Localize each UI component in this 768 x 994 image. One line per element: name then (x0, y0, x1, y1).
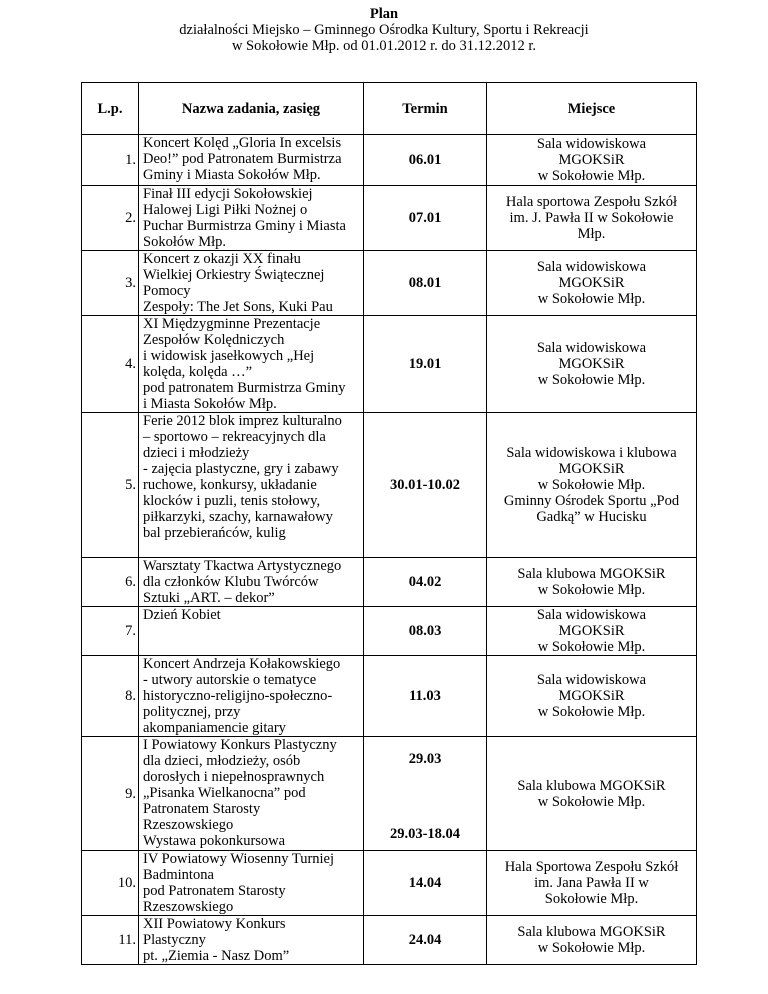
table-row (82, 851, 697, 916)
row-number: 6. (82, 558, 139, 607)
place-line: Sokołowie Młp. (544, 891, 639, 907)
name-line: - utwory autorskie o tematyce (143, 672, 317, 688)
name-line: Finał III edycji Sokołowskiej (143, 186, 313, 202)
place-line: MGOKSiR (558, 623, 625, 639)
name-line: Koncert z okazji XX finału (143, 251, 301, 267)
place-line: Sala widowiskowa (536, 136, 647, 152)
place-line: Sala klubowa MGOKSiR (517, 924, 666, 940)
task-name-cell (139, 316, 364, 413)
name-line: Gminy i Miasta Sokołów Młp. (143, 167, 321, 183)
name-line: Ferie 2012 blok imprez kulturalno (143, 413, 342, 429)
name-line: Patronatem Starosty (143, 801, 261, 817)
task-name-cell (139, 737, 364, 851)
name-line: akompaniamencie gitary (143, 720, 286, 736)
place-cell (487, 851, 697, 916)
name-line: Rzeszowskiego (143, 899, 234, 915)
term-cell (364, 186, 487, 251)
name-line: I Powiatowy Konkurs Plastyczny (143, 737, 337, 753)
term-cell (364, 656, 487, 737)
name-line: ruchowe, konkursy, układanie (143, 477, 317, 493)
place-line: w Sokołowie Młp. (537, 940, 646, 956)
name-line: Rzeszowskiego (143, 817, 234, 833)
place-line: Sala klubowa MGOKSiR (517, 566, 666, 582)
column-header-lp: L.p. (82, 83, 139, 135)
place-cell (487, 413, 697, 558)
term-cell (364, 607, 487, 656)
place-line: MGOKSiR (558, 356, 625, 372)
table-row (82, 656, 697, 737)
name-line: IV Powiatowy Wiosenny Turniej (143, 851, 335, 867)
name-line: kolęda, kolęda …” (143, 364, 253, 380)
row-number: 4. (82, 316, 139, 413)
task-name-cell (139, 186, 364, 251)
place-line: im. Jana Pawła II w (534, 875, 649, 891)
row-number: 2. (82, 186, 139, 251)
column-header-name: Nazwa zadania, zasięg (139, 83, 364, 135)
place-line: MGOKSiR (558, 461, 625, 477)
plan-table (81, 82, 697, 965)
name-line: Dzień Kobiet (143, 607, 221, 623)
table-row (82, 737, 697, 851)
place-cell (487, 135, 697, 186)
name-line: - zajęcia plastyczne, gry i zabawy (143, 461, 339, 477)
term-line: 24.04 (408, 932, 442, 948)
table-row (82, 251, 697, 316)
name-line: Plastyczny (143, 932, 206, 948)
column-header-term: Termin (364, 83, 487, 135)
name-line: i widowisk jasełkowych „Hej (143, 348, 315, 364)
place-line: Sala widowiskowa (536, 672, 647, 688)
place-line: Gadką” w Hucisku (536, 509, 647, 525)
place-line: Sala widowiskowa (536, 259, 647, 275)
table-row (82, 413, 697, 558)
term-cell (364, 851, 487, 916)
place-line: w Sokołowie Młp. (537, 291, 646, 307)
term-line: 29.03-18.04 (389, 826, 461, 842)
table-row (82, 558, 697, 607)
name-line: dzieci i młodzieży (143, 445, 250, 461)
document-subtitle-line1: działalności Miejsko – Gminnego Ośrodka Kultury, Sportu i Rekreacji (179, 22, 589, 38)
name-line: Halowej Ligi Piłki Nożnej o (143, 202, 308, 218)
place-line: Młp. (577, 226, 606, 242)
row-number: 9. (82, 737, 139, 851)
place-line: Hala Sportowa Zespołu Szkół (504, 859, 679, 875)
table-row (82, 135, 697, 186)
name-line: XII Powiatowy Konkurs (143, 916, 286, 932)
name-line: Warsztaty Tkactwa Artystycznego (143, 558, 342, 574)
place-line: w Sokołowie Młp. (537, 477, 646, 493)
name-line: „Pisanka Wielkanocna” pod (143, 785, 306, 801)
place-line: Hala sportowa Zespołu Szkół (505, 194, 678, 210)
name-line: i Miasta Sokołów Młp. (143, 396, 277, 412)
term-line: 30.01-10.02 (389, 477, 461, 493)
place-line: MGOKSiR (558, 152, 625, 168)
term-cell (364, 316, 487, 413)
place-line: im. J. Pawła II w Sokołowie (509, 210, 674, 226)
place-cell (487, 916, 697, 965)
place-line: MGOKSiR (558, 688, 625, 704)
task-name-cell (139, 916, 364, 965)
name-line: pod Patronatem Starosty (143, 883, 286, 899)
task-name-cell (139, 251, 364, 316)
place-cell (487, 558, 697, 607)
name-line: piłkarzyki, szachy, karnawałowy (143, 509, 333, 525)
term-cell (364, 558, 487, 607)
place-line: Sala widowiskowa i klubowa (506, 445, 677, 461)
place-cell (487, 186, 697, 251)
task-name-cell (139, 607, 364, 656)
term-line: 06.01 (408, 152, 442, 168)
name-line: Sokołów Młp. (143, 234, 226, 250)
term-cell (364, 737, 487, 851)
name-line: – sportowo – rekreacyjnych dla (143, 429, 326, 445)
place-cell (487, 656, 697, 737)
name-line: dla członków Klubu Twórców (143, 574, 319, 590)
name-line: klocków i puzli, tenis stołowy, (143, 493, 321, 509)
place-cell (487, 607, 697, 656)
name-line: politycznej, przy (143, 704, 241, 720)
term-line: 08.03 (408, 623, 442, 639)
term-line: 08.01 (408, 275, 442, 291)
document-title: Plan (369, 6, 399, 22)
name-line: XI Międzygminne Prezentacje (143, 316, 321, 332)
term-line: 04.02 (408, 574, 442, 590)
name-line: Deo!” pod Patronatem Burmistrza (143, 151, 342, 167)
name-line: Badmintona (143, 867, 214, 883)
place-line: Sala widowiskowa (536, 607, 647, 623)
table-row (82, 316, 697, 413)
place-line: w Sokołowie Młp. (537, 639, 646, 655)
term-line: 19.01 (408, 356, 442, 372)
row-number: 8. (82, 656, 139, 737)
term-cell (364, 251, 487, 316)
document-header (0, 6, 768, 54)
place-line: w Sokołowie Młp. (537, 704, 646, 720)
task-name-cell (139, 558, 364, 607)
place-line: Sala klubowa MGOKSiR (517, 777, 666, 794)
name-line: pod patronatem Burmistrza Gminy (143, 380, 346, 396)
name-line: Zespoły: The Jet Sons, Kuki Pau (143, 299, 333, 315)
place-line: MGOKSiR (558, 275, 625, 291)
place-line: w Sokołowie Młp. (537, 372, 646, 388)
name-line: Zespołów Kolędniczych (143, 332, 285, 348)
name-line: historyczno-religijno-społeczno- (143, 688, 333, 704)
column-header-place: Miejsce (487, 83, 697, 135)
name-line: Wielkiej Orkiestry Świątecznej (143, 267, 325, 283)
place-cell (487, 316, 697, 413)
term-line: 11.03 (409, 688, 441, 704)
row-number: 10. (82, 851, 139, 916)
place-line: Sala widowiskowa (536, 340, 647, 356)
term-cell (364, 413, 487, 558)
term-line: 29.03 (408, 751, 442, 767)
term-line: 07.01 (408, 210, 442, 226)
name-line: dorosłych i niepełnosprawnych (143, 769, 325, 785)
table-row (82, 186, 697, 251)
name-line: Sztuki „ART. – dekor” (143, 590, 275, 606)
row-number: 7. (82, 607, 139, 656)
name-line: Pomocy (143, 283, 191, 299)
name-line: Koncert Andrzeja Kołakowskiego (143, 656, 341, 672)
term-cell (364, 135, 487, 186)
name-line: dla dzieci, młodzieży, osób (143, 753, 301, 769)
table-row (82, 916, 697, 965)
term-stack (364, 737, 486, 850)
task-name-cell (139, 135, 364, 186)
name-line: pt. „Ziemia - Nasz Dom” (143, 948, 290, 964)
place-line: w Sokołowie Młp. (537, 168, 646, 184)
table-header-row (82, 83, 697, 135)
task-name-cell (139, 413, 364, 558)
term-line: 14.04 (408, 875, 442, 891)
place-line: w Sokołowie Młp. (537, 582, 646, 598)
document-subtitle-line2: w Sokołowie Młp. od 01.01.2012 r. do 31.12.2012 r. (231, 38, 537, 54)
name-line: Puchar Burmistrza Gminy i Miasta (143, 218, 346, 234)
place-line: w Sokołowie Młp. (537, 793, 646, 810)
row-number: 5. (82, 413, 139, 558)
place-cell (487, 737, 697, 851)
place-line: Gminny Ośrodek Sportu „Pod (503, 493, 680, 509)
row-number: 11. (82, 916, 139, 965)
name-line: Wystawa pokonkursowa (143, 833, 286, 849)
task-name-cell (139, 851, 364, 916)
row-number: 3. (82, 251, 139, 316)
name-line: bal przebierańców, kulig (143, 525, 286, 541)
row-number: 1. (82, 135, 139, 186)
table-row (82, 607, 697, 656)
task-name-cell (139, 656, 364, 737)
name-line: Koncert Kolęd „Gloria In excelsis (143, 135, 342, 151)
place-cell (487, 251, 697, 316)
term-cell (364, 916, 487, 965)
